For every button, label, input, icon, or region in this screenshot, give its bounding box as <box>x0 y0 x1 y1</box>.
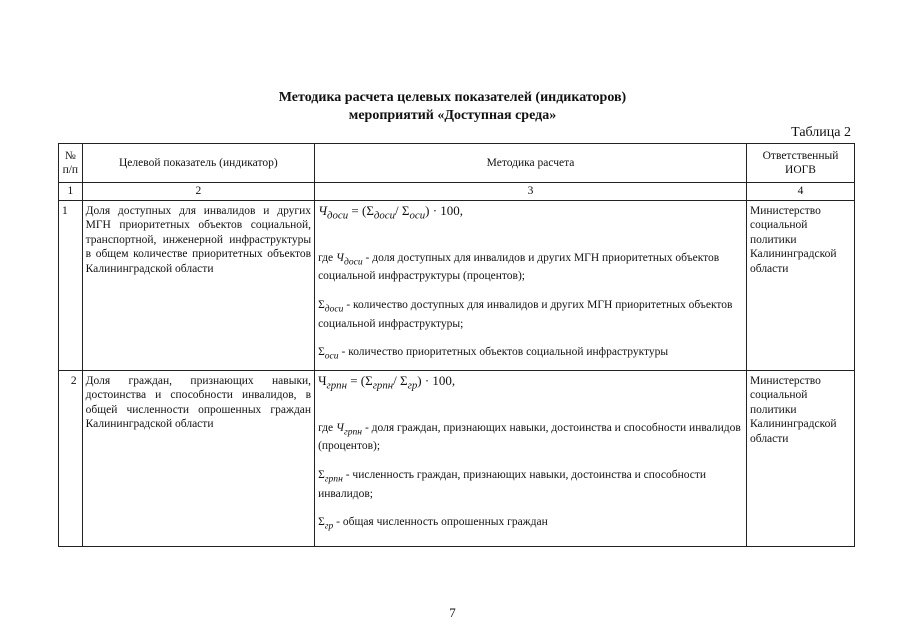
column-number: 3 <box>315 183 747 201</box>
responsible-cell: Министерство социальной политики Калининградской области <box>747 200 855 370</box>
title-line-1: Методика расчета целевых показателей (индикаторов) <box>278 90 627 105</box>
definition-text: - численность граждан, признающих навыки, достоинства и способности инвалидов; <box>318 468 707 500</box>
formula-symbol: Σ <box>365 372 373 388</box>
formula-subscript: осu <box>409 209 426 222</box>
column-number: 4 <box>747 183 855 201</box>
row-number: 2 <box>59 370 83 546</box>
column-numbers-row <box>59 183 855 201</box>
formula: $Ч_{грпн} = (\Sigma_{грпн}/$ $\Sigma_{гр}) \cdot 100$, <box>318 372 456 392</box>
definition <box>318 298 743 331</box>
definition-text: - общая численность опрошенных граждан <box>333 516 548 529</box>
definition-subscript: досu <box>324 303 344 315</box>
responsible-cell: Министерство социальной политики Калининградской области <box>747 370 855 546</box>
definition-subscript: осu <box>324 350 339 362</box>
table-row <box>59 200 855 370</box>
header-responsible: Ответственный ИОГВ <box>747 144 855 183</box>
column-number: 1 <box>59 183 83 201</box>
formula-symbol: Σ <box>401 202 410 218</box>
formula-subscript: досu <box>327 209 349 222</box>
method-cell <box>315 200 747 370</box>
formula-tail: · 100, <box>421 372 456 388</box>
formula-tail: · 100, <box>429 202 464 218</box>
formula-subscript: грпн <box>326 379 347 392</box>
formula-symbol: Ч <box>318 202 328 218</box>
indicators-table <box>58 143 855 547</box>
header-method: Методика расчета <box>315 144 747 183</box>
table-row <box>59 370 855 546</box>
indicator-text: Доля доступных для инвалидов и других МГН приоритетных объектов социальной, транспортной, инженерной инфраструктуры в общем количестве приоритетных объектов Калининградской области <box>82 200 314 370</box>
definition: где $Ч_{грпн}$ - доля граждан, признающих навыки, достоинства и способности инвалидов (процентов); <box>318 421 741 453</box>
table-header-row <box>59 144 855 183</box>
indicator-text: Доля граждан, признающих навыки, достоинства и способности инвалидов, в общей численности опрошенных граждан Калининградской области <box>82 370 314 546</box>
formula-subscript: гр <box>407 379 418 392</box>
definition-text: - количество доступных для инвалидов и других МГН приоритетных объектов социальной инфраструктуры; <box>318 298 733 330</box>
formula-subscript: досu <box>373 209 396 222</box>
definition: где $Ч_{досu}$ - доля доступных для инвалидов и других МГН приоритетных объектов социальной инфраструктуры (процентов); <box>318 251 720 283</box>
method-cell <box>315 370 747 546</box>
formula: $Ч_{досu} = (\Sigma_{досu}/$ $\Sigma_{осu}) \cdot 100$, <box>318 202 464 222</box>
definition-subscript: грпн <box>343 425 363 437</box>
definition-symbol: Σ <box>318 346 325 359</box>
definition <box>318 468 743 501</box>
definition-symbol: Σ <box>318 298 325 311</box>
table-label: Таблица 2 <box>791 125 851 140</box>
formula-symbol: Ч <box>318 372 327 388</box>
formula-subscript: грпн <box>372 379 394 392</box>
title-line-2: мероприятий «Доступная среда» <box>348 108 557 123</box>
definition-symbol: Σ <box>318 516 325 529</box>
definition-text: - доля граждан, признающих навыки, достоинства и способности инвалидов (процентов); <box>318 421 741 453</box>
column-number: 2 <box>82 183 314 201</box>
definition-subscript: гр <box>324 520 334 532</box>
definition-symbol: Ч <box>336 421 344 434</box>
definition-text: - доля доступных для инвалидов и других МГН приоритетных объектов социальной инфраструктуры (процентов); <box>318 251 720 283</box>
formula-symbol: Σ <box>400 372 408 388</box>
definition-symbol: Ч <box>336 251 344 264</box>
definition-text: - количество приоритетных объектов социальной инфраструктуры <box>338 346 669 359</box>
header-number: № п/п <box>59 144 83 183</box>
definition-symbol: Σ <box>318 468 325 481</box>
definition <box>318 345 743 364</box>
definition <box>318 515 743 534</box>
header-indicator: Целевой показатель (индикатор) <box>82 144 314 183</box>
page-number: 7 <box>449 605 456 620</box>
document-title <box>0 89 905 125</box>
row-number: 1 <box>59 200 83 370</box>
definition-subscript: грпн <box>324 473 343 485</box>
formula-symbol: Σ <box>366 202 374 218</box>
definition-subscript: досu <box>343 255 363 267</box>
